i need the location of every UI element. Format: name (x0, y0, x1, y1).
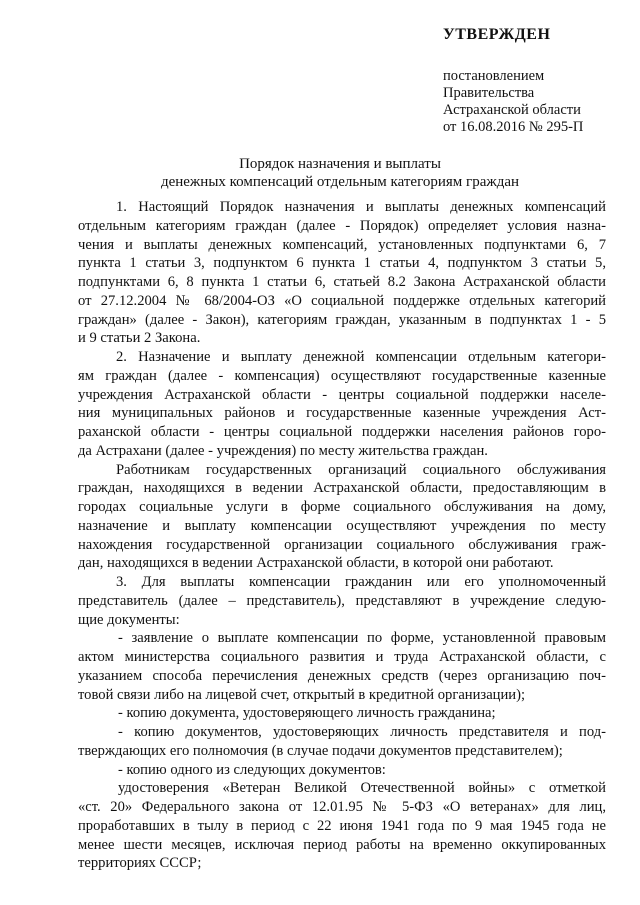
body-line: - копию одного из следующих документов: (118, 761, 386, 778)
body-line: - копию документов, удостоверяющих личность представителя и под- (118, 724, 606, 740)
approval-line: Правительства (443, 85, 535, 101)
body-line: чения и выплаты денежных компенсаций, установленных подпунктами 6, 7 (78, 236, 606, 253)
body-line: назначение и выплату компенсации осуществляют учреждения по месту (78, 517, 606, 534)
body-line: 3. Для выплаты компенсации гражданин или его уполномоченный (116, 574, 606, 590)
body-line: ям граждан (далее - компенсация) осуществляют государственные казенные (78, 367, 606, 384)
body-line: пункта 1 статьи 3, подпунктом 6 пункта 1 статьи 4, подпунктом 3 статьи 5, (78, 255, 606, 272)
body-line: 2. Назначение и выплату денежной компенсации отдельным категори- (116, 349, 606, 365)
body-line: представитель (далее – представитель), представляют в учреждение следую- (78, 592, 606, 609)
body-line: нахождения государственной организации социального обслуживания граж- (78, 536, 606, 553)
body-line: граждан, находящихся в ведении Астраханской области, предоставляющим в (78, 480, 606, 497)
approval-heading: УТВЕРЖДЕН (443, 26, 551, 43)
body-line: Работникам государственных организаций социального обслуживания (116, 461, 606, 478)
body-line: товой связи либо на лицевой счет, открытый в кредитной организации); (78, 686, 526, 703)
body-line: граждан» (далее - Закон), категориям граждан, указанным в подпунктах 1 - 5 (78, 311, 606, 328)
body-line: отдельным категориям граждан (далее - Порядок) определяет условия назна- (78, 217, 606, 234)
body-line: учреждения Астраханской области - центры социальной поддержки населе- (78, 386, 606, 403)
body-line: - копию документа, удостоверяющего личность гражданина; (118, 705, 496, 722)
body-line: - заявление о выплате компенсации по форме, установленной правовым (118, 630, 606, 647)
title-line: Порядок назначения и выплаты (239, 156, 441, 172)
body-line: щие документы: (78, 611, 180, 628)
body-line: «ст. 20» Федерального закона от 12.01.95 № 5-ФЗ «О ветеранах» для лиц, (78, 799, 606, 815)
approval-line: от 16.08.2016 № 295-П (443, 119, 584, 135)
body-line: ния муниципальных районов и государственные казенные учреждения Аст- (78, 405, 606, 422)
title-line: денежных компенсаций отдельным категориям граждан (160, 174, 520, 190)
body-line: раханской области - центры социальной поддержки населения районов горо- (78, 424, 606, 440)
document-title (60, 155, 620, 191)
approval-stamp (443, 26, 633, 136)
body-line: да Астрахани (далее - учреждения) по месту жительства граждан. (78, 442, 488, 459)
body-line: 1. Настоящий Порядок назначения и выплаты денежных компенсаций (116, 199, 606, 215)
body-line: территориях СССР; (78, 855, 202, 872)
body-line: менее шести месяцев, исключая период работы на временно оккупированных (78, 836, 606, 853)
approval-line: Астраханской области (443, 102, 581, 118)
body-line: и 9 статьи 2 Закона. (78, 330, 201, 347)
document-body (78, 198, 606, 873)
body-line: указанием способа перечисления денежных средств (через организацию поч- (78, 667, 606, 684)
body-line: актом министерства социального развития и труда Астраханской области, с (78, 649, 606, 665)
body-line: тверждающих его полномочия (в случае подачи документов представителем); (78, 742, 563, 759)
body-line: удостоверения «Ветеран Великой Отечественной войны» с отметкой (118, 780, 606, 797)
approval-line: постановлением (443, 68, 545, 84)
body-line: дан, находящихся в ведении Астраханской области, в которой они работают. (78, 555, 554, 572)
body-line: от 27.12.2004 № 68/2004-ОЗ «О социальной поддержке отдельных категорий (78, 292, 606, 309)
body-line: проработавших в тылу в период с 22 июня 1941 года по 9 мая 1945 года не (78, 817, 606, 834)
body-line: городах социальные услуги в форме социального обслуживания на дому, (78, 499, 606, 515)
body-line: подпунктами 6, 8 пункта 1 статьи 6, статьей 8.2 Закона Астраханской области (78, 274, 606, 290)
